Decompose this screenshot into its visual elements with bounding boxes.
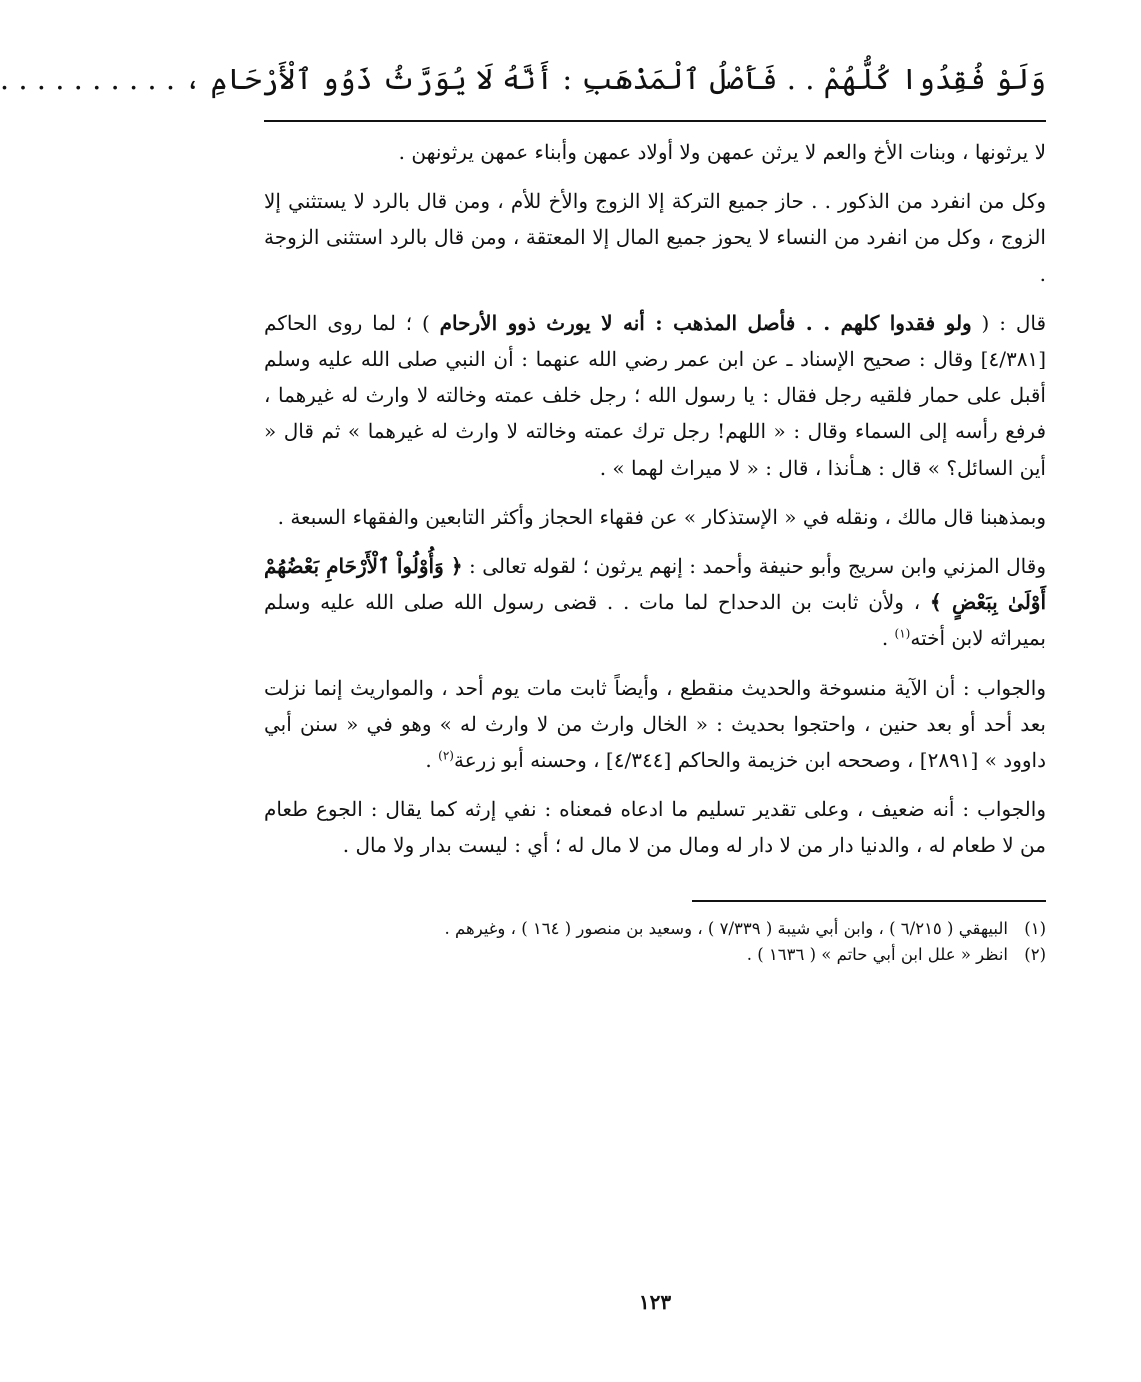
footnote-2 [264, 942, 1046, 968]
paragraph-4: وبمذهبنا قال مالك ، ونقله في « الإستذكار » عن فقهاء الحجاز وأكثر التابعين والفقهاء السبعة . [277, 504, 1046, 529]
paragraph-7: والجواب : أنه ضعيف ، وعلى تقدير تسليم ما ادعاه فمعناه : نفي إرثه كما يقال : الجوع طعام من لا طعام له ، والدنيا دار من لا دار له ومال من لا مال له ؛ أي : ليست بدار ولا مال . [264, 797, 1046, 858]
paragraph-5 [264, 548, 1046, 657]
footnote-text: انظر « علل ابن أبي حاتم » ( ١٦٣٦ ) . [746, 944, 1008, 964]
footnote-marker: (٢) [1024, 944, 1046, 964]
paragraph-3-lead: قال : ( [971, 310, 1047, 335]
paragraph-6 [264, 670, 1046, 779]
paragraph-2: وكل من انفرد من الذكور . . حاز جميع التركة إلا الزوج والأخ للأم ، ومن قال بالرد لا يستثني إلا الزوج ، وكل من انفرد من النساء لا يحوز جميع المال إلا المعتقة ، ومن قال بالرد استثنى الزوجة . [264, 189, 1046, 286]
paragraph-6-text: والجواب : أن الآية منسوخة والحديث منقطع ، وأيضاً ثابت مات يوم أحد ، والمواريث إنما نزلت بعد أحد أو بعد حنين ، واحتجوا بحديث : « الخال وارث من لا وارث له » وهو في « سنن أبي داوود » [٢٨٩١] ، وصححه ابن خزيمة والحاكم [٤/٣٤٤] ، وحسنه أبو زرعة [264, 675, 1046, 773]
running-header: وَلَوْ فُقِدُوا كُلُّهُمْ . . فَأَصْلُ ٱلْمَذْهَبِ : أَنَّهُ لَا يُوَرَّثُ ذَوُو ٱلْأَرْحَامِ ، . . . . . . . . . . [0, 62, 1046, 96]
paragraph-6-end: . [425, 748, 439, 773]
paragraph-1: لا يرثونها ، وبنات الأخ والعم لا يرثن عمهن ولا أولاد عمهن وأبناء عمهن يرثونهن . [398, 140, 1046, 164]
footnote-divider [692, 900, 1046, 902]
book-page [0, 56, 1047, 1356]
paragraph-3 [264, 305, 1046, 486]
paragraph-5-end: . [881, 626, 895, 651]
paragraph-5-lead: وقال المزني وابن سريج وأبو حنيفة وأحمد : إنهم يرثون ؛ لقوله تعالى : [462, 554, 1046, 579]
footnote-ref-1[interactable]: (١) [894, 626, 911, 641]
footnote-marker: (١) [1024, 918, 1046, 938]
footnote-ref-2[interactable]: (٢) [438, 748, 454, 763]
paragraph-5-rest: ، ولأن ثابت بن الدحداح لما مات . . قضى رسول الله صلى الله عليه وسلم بميراثه لابن أخته [264, 590, 1046, 651]
page-number: ١٢٣ [638, 1290, 672, 1314]
matn-quote: ولو فقدوا كلهم . . فأصل المذهب : أنه لا يورث ذوو الأرحام [439, 310, 972, 335]
paragraph-3-rest: ) ؛ لما روى الحاكم [٤/٣٨١] وقال : صحيح الإسناد ـ عن ابن عمر رضي الله عنهما : أن النبي صلى الله عليه وسلم أقبل على حمار فلقيه رجل فقال : يا رسول الله ؛ رجل خلف عمته وخالته لا وارث له غيرهما ، فرفع رأسه إلى السماء وقال : « اللهم! رجل ترك عمته وخالته لا وارث له غيرهما » ثم قال « أين السائل؟ » قال : هـأنذا ، قال : « لا ميراث لهما » . [264, 310, 1046, 480]
quran-verse: ﴿ وَأُوْلُواْ ٱلْأَرْحَامِ بَعْضُهُمْ أَوْلَىٰ بِبَعْضٍ ﴾ [264, 554, 1047, 615]
header-divider [264, 120, 1046, 122]
footnote-text: البيهقي ( ٦/٢١٥ ) ، وابن أبي شيبة ( ٧/٣٣٩ ) ، وسعيد بن منصور ( ١٦٤ ) ، وغيرهم . [444, 918, 1008, 938]
footnote-1 [264, 916, 1046, 942]
